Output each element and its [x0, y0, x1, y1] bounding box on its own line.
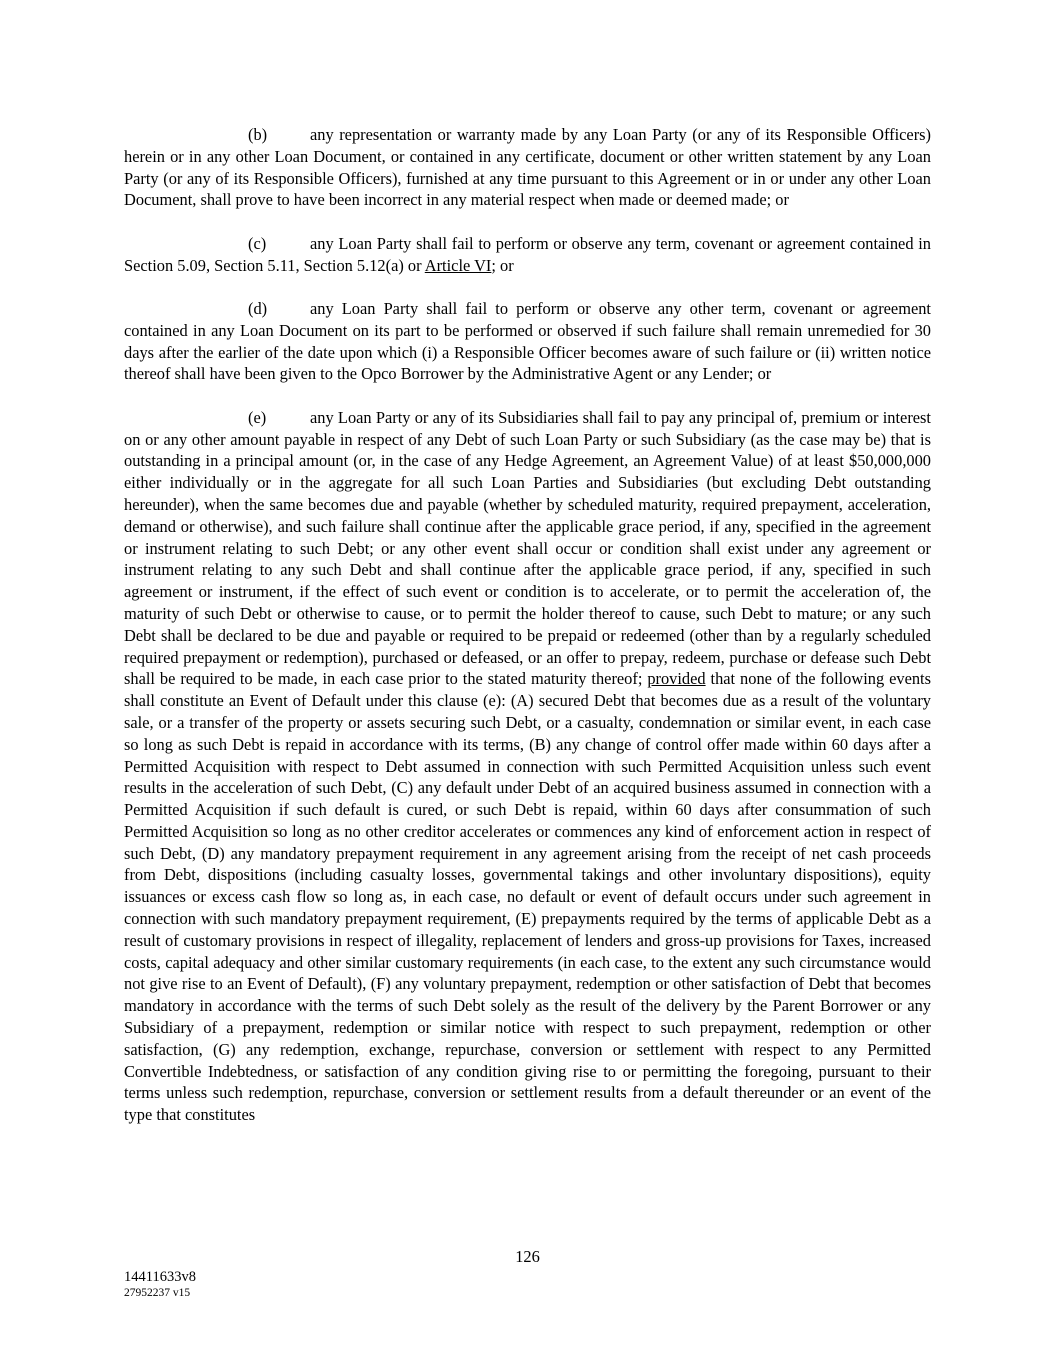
paragraph-b-label: (b)	[248, 125, 268, 144]
paragraph-c	[124, 233, 931, 277]
paragraph-b-text: any representation or warranty made by any Loan Party (or any of its Responsible Officers) herein or in any other Loan Document, or contained in any certificate, document or other written statement by any Loan Party (or any of its Responsible Officers), furnished at any time pursuant to this Agreement or in or under any other Loan Document, shall prove to have been incorrect in any material respect when made or deemed made; or	[124, 125, 931, 210]
paragraph-c-text-end: ; or	[491, 255, 514, 275]
document-id-primary: 14411633v8	[124, 1269, 196, 1285]
document-body	[124, 124, 931, 1148]
paragraph-c-label: (c)	[248, 233, 267, 253]
article-vi-reference: Article VI	[424, 255, 492, 275]
paragraph-d	[124, 298, 931, 385]
paragraph-d-text: any Loan Party shall fail to perform or observe any other term, covenant or agreement contained in any Loan Document on its part to be performed or observed if such failure shall remain unremedied for 30 days after the earlier of the date upon which (i) a Responsible Officer becomes aware of such failure or (ii) written notice thereof shall have been given to the Opco Borrower by the Administrative Agent or any Lender; or	[124, 298, 931, 384]
paragraph-d-label: (d)	[248, 298, 268, 318]
paragraph-e	[124, 407, 931, 1126]
provided-term: provided	[647, 669, 706, 689]
paragraph-e-text: any Loan Party or any of its Subsidiaries shall fail to pay any principal of, premium or interest on or any other amount payable in respect of any Debt of such Loan Party or such Subsidiary (as the case may be) that is outstanding in a principal amount (or, in the case of any Hedge Agreement, an Agreement Value) of at least $50,000,000 either individually or in the aggregate for all such Loan Parties and Subsidiaries (but excluding Debt outstanding hereunder), when the same becomes due and payable (whether by scheduled maturity, required prepayment, acceleration, demand or otherwise), and such failure shall continue after the applicable grace period, if any, specified in the agreement or instrument relating to such Debt; or any other event shall occur or condition shall exist under any agreement or instrument relating to any such Debt and shall continue after the applicable grace period, if any, specified in such agreement or instrument, if the effect of such event or condition is to accelerate, or to permit the acceleration of, the maturity of such Debt or otherwise to cause, or to permit the holder thereof to cause, such Debt to mature; or any such Debt shall be declared to be due and payable or required to be prepaid or redeemed (other than by a regularly scheduled required prepayment or redemption), purchased or defeased, or an offer to prepay, redeem, purchase or defease such Debt shall be required to be made, in each case prior to the stated maturity thereof;	[124, 407, 931, 689]
paragraph-e-label: (e)	[248, 407, 267, 427]
page-number: 126	[515, 1247, 540, 1266]
document-id-secondary: 27952237 v15	[124, 1287, 191, 1299]
paragraph-c-text: any Loan Party shall fail to perform or observe any term, covenant or agreement contained in Section 5.09, Section 5.11, Section 5.12(a) or	[124, 233, 931, 275]
paragraph-b	[124, 124, 931, 211]
paragraph-e-text-continued: that none of the following events shall constitute an Event of Default under this clause (e): (A) secured Debt that becomes due as a result of the voluntary sale, or a transfer of the property or assets securing such Debt, or a casualty, condemnation or similar event, in each case so long as such Debt is repaid in accordance with its terms, (B) any change of control offer made within 60 days after a Permitted Acquisition with respect to Debt assumed in connection with such Permitted Acquisition unless such event results in the acceleration of such Debt, (C) any default under Debt of an acquired business assumed in connection with a Permitted Acquisition if such default is cured, or such Debt is repaid, within 60 days after consummation of such Permitted Acquisition so long as no other creditor accelerates or commences any kind of enforcement action in respect of such Debt, (D) any mandatory prepayment requirement in any agreement arising from the receipt of net cash proceeds from Debt, dispositions (including casualty losses, governmental takings and other involuntary dispositions), equity issuances or excess cash flow so long as, in each case, no default or event of default occurs under such agreement in connection with such mandatory prepayment requirement, (E) prepayments required by the terms of applicable Debt as a result of customary provisions in respect of illegality, replacement of lenders and gross-up provisions for Taxes, increased costs, capital adequacy and other similar customary requirements (in each case, to the extent any such circumstance would not give rise to an Event of Default), (F) any voluntary prepayment, redemption or other satisfaction of Debt that becomes mandatory in accordance with the terms of such Debt solely as the result of the delivery by the Parent Borrower or any Subsidiary of a prepayment, redemption or similar notice with respect to such prepayment, redemption or other satisfaction, (G) any redemption, exchange, repurchase, conversion or settlement with respect to any Permitted Convertible Indebtedness, or satisfaction of any condition giving rise to or permitting the foregoing, pursuant to their terms unless such redemption, repurchase, conversion or settlement results from a default thereunder or an event of the type that constitutes	[124, 669, 931, 1125]
